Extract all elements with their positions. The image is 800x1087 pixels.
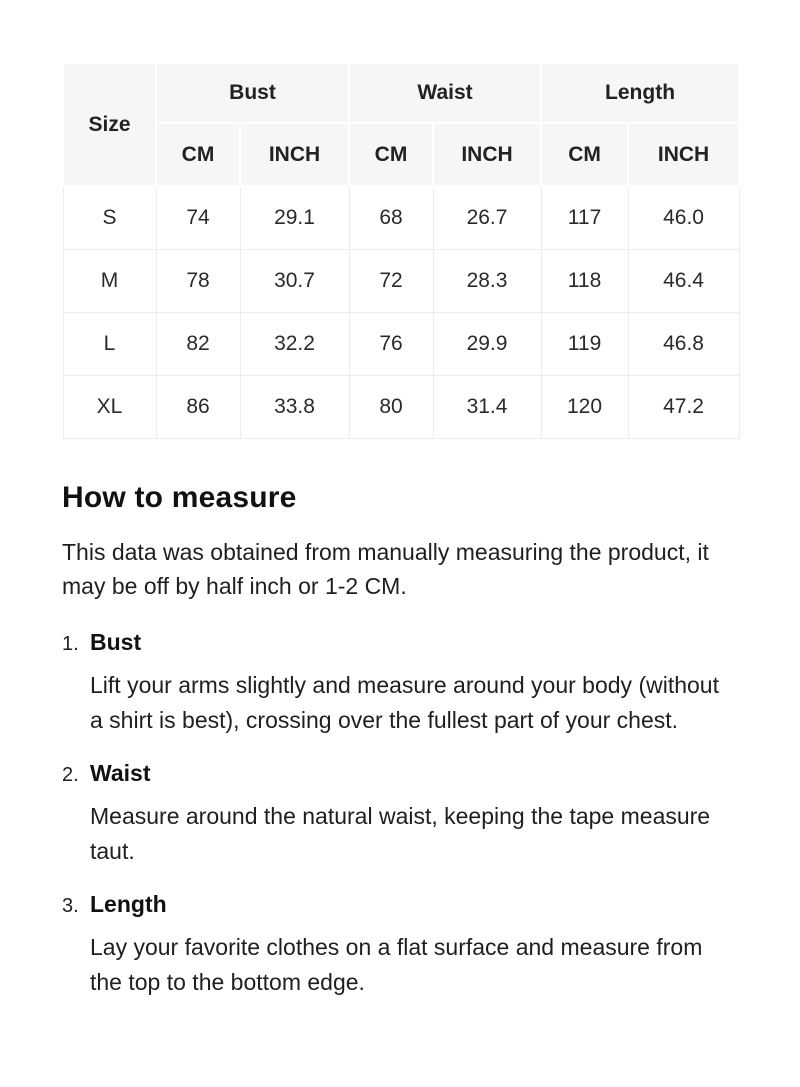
column-group-length: Length	[541, 63, 739, 123]
table-cell: 117	[541, 186, 628, 249]
table-row	[63, 375, 739, 438]
list-item-description: Lay your favorite clothes on a flat surface and measure from the top to the bottom edge.	[90, 933, 703, 995]
column-header-length-inch: INCH	[628, 123, 739, 186]
table-cell: 30.7	[240, 249, 349, 312]
column-header-length-cm: CM	[541, 123, 628, 186]
table-cell: 31.4	[433, 375, 541, 438]
table-cell: 33.8	[240, 375, 349, 438]
size-label: L	[63, 312, 156, 375]
table-cell: 82	[156, 312, 240, 375]
list-item-term: Length	[90, 890, 167, 917]
list-item-description: Measure around the natural waist, keeping the tape measure taut.	[90, 802, 711, 864]
table-row	[63, 249, 739, 312]
table-cell: 26.7	[433, 186, 541, 249]
table-header-group-row	[63, 63, 739, 123]
list-item-number: 2.	[62, 763, 79, 786]
table-row	[63, 312, 739, 375]
size-label: S	[63, 186, 156, 249]
table-cell: 29.1	[240, 186, 349, 249]
table-cell: 46.4	[628, 249, 739, 312]
column-group-waist: Waist	[349, 63, 541, 123]
table-cell: 119	[541, 312, 628, 375]
table-cell: 120	[541, 375, 628, 438]
column-header-waist-inch: INCH	[433, 123, 541, 186]
list-item-number: 1.	[62, 632, 79, 655]
size-label: M	[63, 249, 156, 312]
size-chart-table	[62, 62, 740, 439]
list-item-length	[62, 891, 742, 1000]
list-item-bust	[62, 629, 742, 738]
table-row	[63, 186, 739, 249]
table-cell: 72	[349, 249, 433, 312]
section-title: How to measure	[62, 480, 297, 514]
list-item-term: Waist	[90, 759, 151, 786]
column-group-bust: Bust	[156, 63, 349, 123]
table-cell: 118	[541, 249, 628, 312]
table-cell: 28.3	[433, 249, 541, 312]
list-item-waist	[62, 760, 742, 869]
table-cell: 74	[156, 186, 240, 249]
table-cell: 86	[156, 375, 240, 438]
column-header-bust-cm: CM	[156, 123, 240, 186]
section-intro: This data was obtained from manually measuring the product, it may be off by half inch or 1-2 CM.	[62, 538, 709, 599]
table-cell: 76	[349, 312, 433, 375]
table-cell: 68	[349, 186, 433, 249]
table-cell: 78	[156, 249, 240, 312]
size-label: XL	[63, 375, 156, 438]
how-to-measure-section	[62, 481, 742, 1000]
table-cell: 47.2	[628, 375, 739, 438]
list-item-number: 3.	[62, 894, 79, 917]
column-header-bust-inch: INCH	[240, 123, 349, 186]
measure-instructions-list	[62, 629, 742, 1000]
table-cell: 29.9	[433, 312, 541, 375]
table-cell: 80	[349, 375, 433, 438]
table-cell: 46.8	[628, 312, 739, 375]
list-item-term: Bust	[90, 628, 142, 655]
column-header-waist-cm: CM	[349, 123, 433, 186]
column-header-size: Size	[63, 63, 156, 186]
table-cell: 46.0	[628, 186, 739, 249]
table-header-unit-row	[63, 123, 739, 186]
list-item-description: Lift your arms slightly and measure around your body (without a shirt is best), crossing over the fullest part of your chest.	[90, 671, 719, 733]
table-cell: 32.2	[240, 312, 349, 375]
